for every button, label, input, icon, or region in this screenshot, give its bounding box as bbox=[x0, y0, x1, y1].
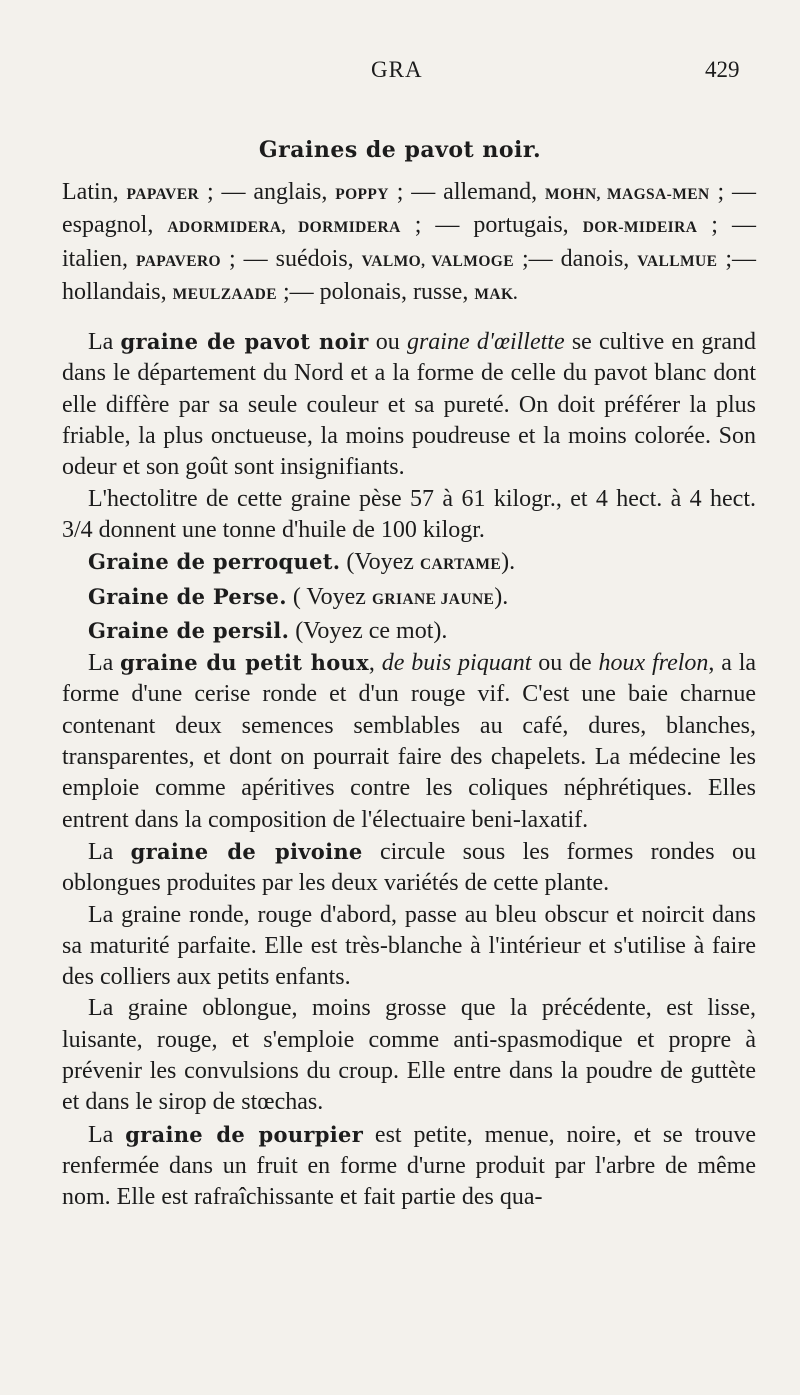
hectolitre-paragraph: L'hectolitre de cette graine pèse 57 à 61 kilogr., et 4 hect. à 4 hect. 3/4 donnent une tonne d'huile de 100 kilogr. bbox=[62, 485, 756, 543]
polish-russian-name: MAK. bbox=[474, 285, 518, 303]
perse-entry bbox=[62, 581, 756, 615]
text: circule sous les formes rondes ou oblongues produites par les deux variétés de cette plante. bbox=[62, 838, 756, 897]
text: ( Voyez bbox=[286, 583, 372, 610]
spanish-name: ADORMIDERA, DORMIDERA bbox=[167, 219, 401, 237]
names-paragraph bbox=[62, 177, 756, 310]
cross-reference: GRIANE JAUNE bbox=[371, 590, 495, 608]
english-name: POPPY bbox=[335, 186, 389, 203]
running-head: GRA bbox=[371, 57, 423, 82]
text: , a la forme d'une cerise ronde et d'un rouge vif. C'est une baie charnue contenant deux semences semblables au café, dures, blanches, transparentes, et dont on pourrait faire des chapelets. La médecine les emploie comme apéritives contre les coliques néphrétiques. Elles entrent dans la composition de l'électuaire beni-laxatif. bbox=[62, 650, 757, 833]
pourpier-paragraph bbox=[62, 1119, 756, 1214]
perroquet-entry bbox=[62, 546, 756, 580]
portuguese-name: DOR-MIDEIRA bbox=[582, 219, 698, 237]
page-header bbox=[0, 57, 800, 91]
cross-reference: CARTAME bbox=[419, 556, 502, 574]
text: ;— hollandais, bbox=[62, 245, 756, 305]
text: , bbox=[368, 650, 382, 677]
page-body bbox=[62, 177, 756, 1214]
dutch-name: MEULZAADE bbox=[172, 285, 278, 303]
entry-heading: graine du petit houx bbox=[120, 650, 369, 676]
text: ou de bbox=[531, 650, 599, 677]
text: La bbox=[88, 329, 121, 356]
text: ;— polonais, russe, bbox=[277, 278, 475, 305]
oblongue-paragraph: La graine oblongue, moins grosse que la précédente, est lisse, luisante, rouge, et s'emploie comme anti-spasmodique et propre à prévenir les convulsions du croup. Elle entre dans la poudre de guttète et dans le sirop de stœchas. bbox=[62, 995, 756, 1116]
text: ; — suédois, bbox=[221, 245, 362, 272]
text: ; — allemand, bbox=[388, 179, 546, 205]
italic-term: graine d'œillette bbox=[406, 329, 565, 356]
text: est petite, menue, noire, et se trouve renfermée dans un fruit en forme d'urne produit par l'arbre de même nom. Elle est rafraîchissante et fait partie des qua- bbox=[62, 1121, 757, 1211]
entry-heading: graine de pourpier bbox=[125, 1121, 364, 1147]
entry-heading: Graine de persil. bbox=[88, 617, 290, 643]
text: La bbox=[88, 650, 121, 677]
text: se cultive en grand dans le département du Nord et a la forme de celle du pavot blanc dont elle diffère par sa seule couleur et sa pureté. On doit préférer la plus friable, la plus onctueuse, la moins poudreuse et la moins colorée. Son odeur et son goût sont insignifiants. bbox=[62, 329, 757, 481]
entry-heading: Graine de Perse. bbox=[88, 583, 287, 609]
page-number: 429 bbox=[705, 57, 740, 82]
latin-name: PAPAVER bbox=[126, 186, 200, 203]
entry-heading: graine de pavot noir bbox=[120, 329, 369, 355]
german-name: MOHN, MAGSA-MEN bbox=[545, 186, 710, 203]
text: ). bbox=[501, 549, 516, 576]
pivoine-paragraph bbox=[62, 836, 756, 900]
text: ;— danois, bbox=[513, 245, 638, 272]
section-title: Graines de pavot noir. bbox=[258, 137, 542, 163]
italian-name: PAPAVERO bbox=[135, 252, 221, 270]
houx-paragraph bbox=[62, 647, 756, 836]
text: (Voyez ce mot). bbox=[289, 617, 448, 644]
text: La bbox=[88, 838, 131, 865]
italic-term: houx frelon bbox=[598, 650, 709, 677]
text: ; — espagnol, bbox=[62, 179, 757, 239]
text: ; — portugais, bbox=[400, 212, 583, 239]
text: ou bbox=[368, 329, 407, 356]
entry-heading: Graine de perroquet. bbox=[88, 549, 341, 575]
italic-term: de buis piquant bbox=[381, 650, 532, 677]
pavot-paragraph bbox=[62, 326, 756, 483]
text: ; — italien, bbox=[62, 212, 756, 272]
ronde-paragraph: La graine ronde, rouge d'abord, passe au bleu obscur et noircit dans sa maturité parfaite. Elle est très-blanche à l'intérieur et s'utilise à faire des colliers aux petits enfants. bbox=[62, 901, 756, 991]
danish-name: VALLMUE bbox=[637, 252, 718, 270]
text: ; — anglais, bbox=[199, 179, 336, 205]
text: ). bbox=[494, 583, 509, 610]
persil-entry bbox=[62, 615, 756, 647]
text: La bbox=[88, 1121, 126, 1148]
entry-heading: graine de pivoine bbox=[130, 838, 363, 864]
swedish-name: VALMO, VALMOGE bbox=[361, 252, 514, 270]
text: Latin, bbox=[62, 179, 127, 205]
text: (Voyez bbox=[340, 549, 420, 576]
